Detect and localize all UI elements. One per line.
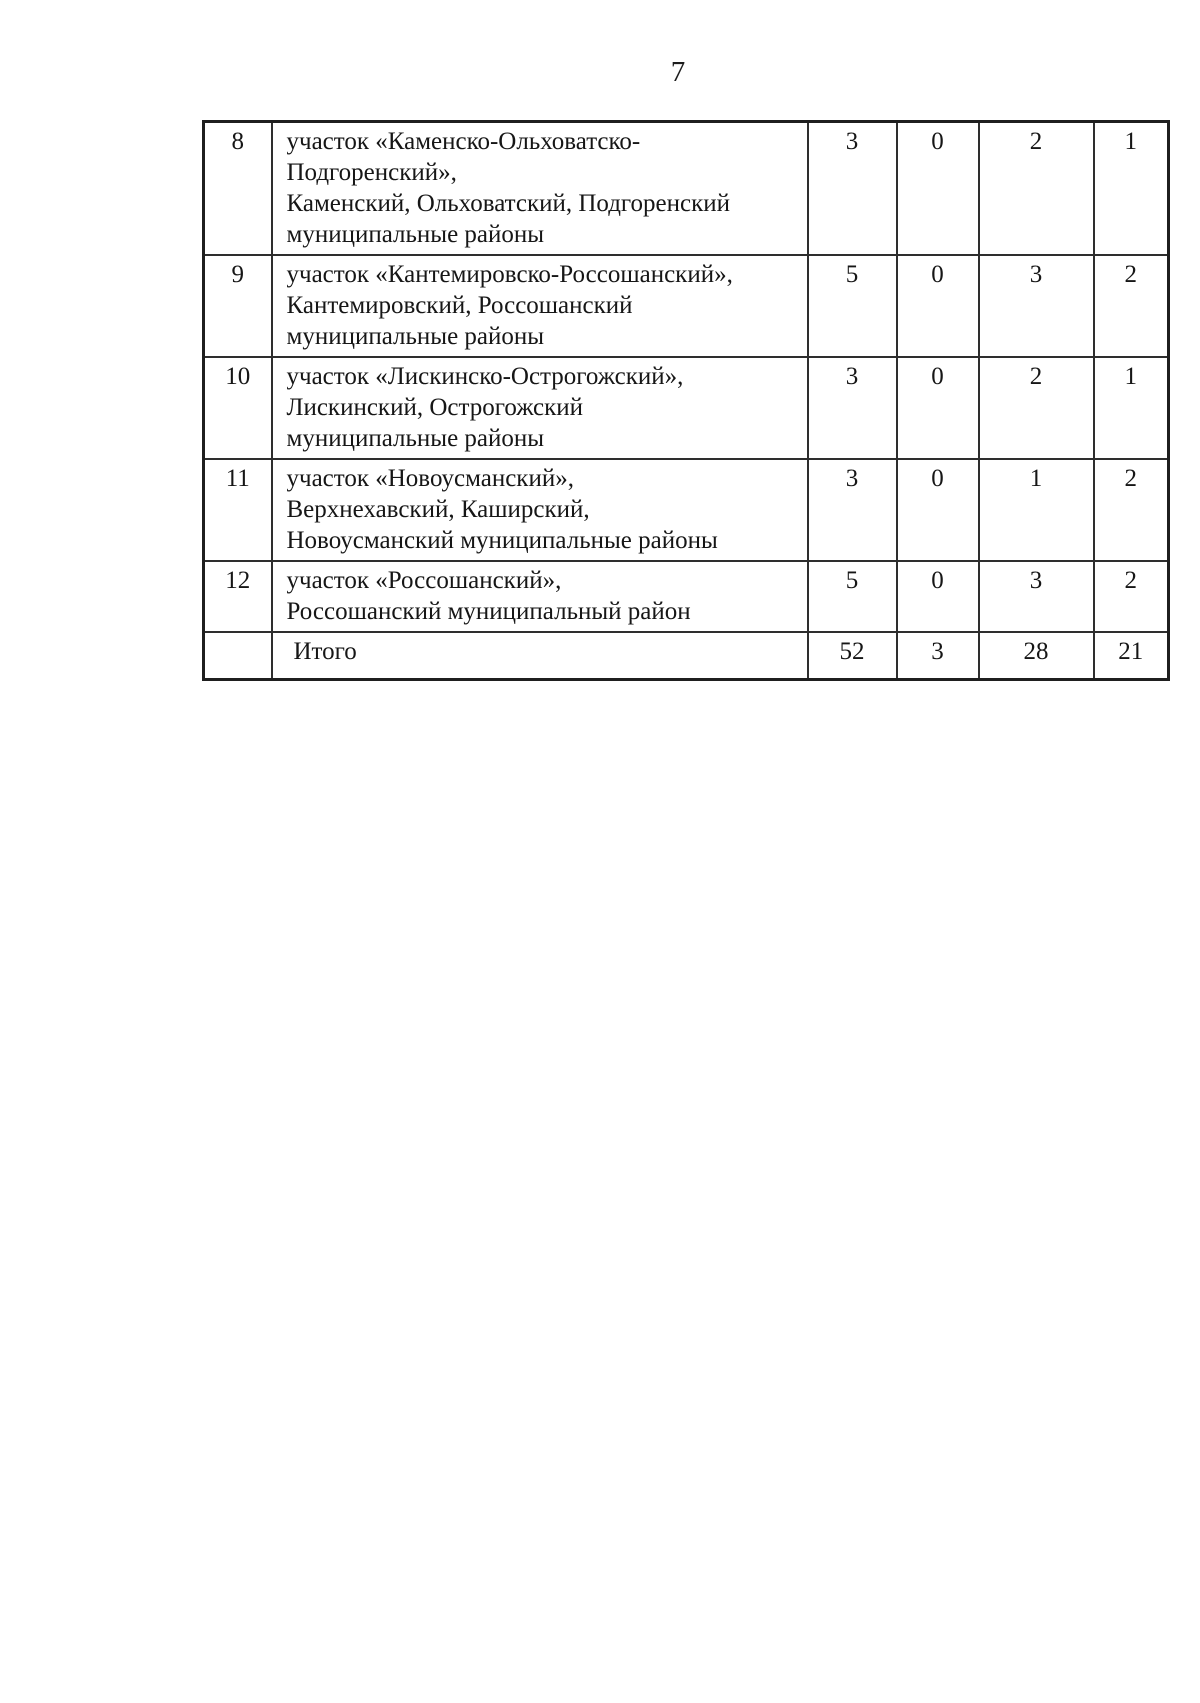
value-cell: 0 — [897, 255, 979, 357]
district-description-line: участок «Россошанский», — [286, 567, 562, 594]
total-row — [204, 632, 1169, 680]
table-row — [204, 122, 1169, 256]
district-description-line: участок «Каменско-Ольховатско- — [286, 128, 641, 155]
table-row — [204, 459, 1169, 561]
district-description-line: Россошанский муниципальный район — [286, 598, 691, 625]
row-number-cell: 12 — [204, 561, 272, 632]
value-cell: 0 — [897, 122, 979, 256]
value-cell: 0 — [897, 459, 979, 561]
row-number-cell: 9 — [204, 255, 272, 357]
value-cell: 3 — [808, 459, 897, 561]
value-cell: 1 — [979, 459, 1094, 561]
total-empty-cell — [204, 632, 272, 680]
total-value-cell: 52 — [808, 632, 897, 680]
district-description-line: Лискинский, Острогожский — [286, 394, 584, 421]
value-cell: 2 — [1094, 459, 1169, 561]
value-cell: 1 — [1094, 122, 1169, 256]
district-description-line: муниципальные районы — [286, 425, 545, 452]
value-cell: 5 — [808, 561, 897, 632]
value-cell: 2 — [979, 122, 1094, 256]
value-cell: 1 — [1094, 357, 1169, 459]
value-cell: 2 — [979, 357, 1094, 459]
value-cell: 3 — [979, 255, 1094, 357]
total-value-cell: 21 — [1094, 632, 1169, 680]
district-description-cell — [272, 357, 808, 459]
page-number: 7 — [670, 56, 686, 88]
district-description-line: участок «Кантемировско-Россошанский», — [286, 261, 733, 288]
row-number-cell: 11 — [204, 459, 272, 561]
row-number-cell: 8 — [204, 122, 272, 256]
district-description-line: Подгоренский», — [286, 159, 457, 186]
table-row — [204, 255, 1169, 357]
district-description-cell — [272, 255, 808, 357]
value-cell: 2 — [1094, 255, 1169, 357]
district-description-cell — [272, 122, 808, 256]
district-description-line: муниципальные районы — [286, 323, 545, 350]
row-number-cell: 10 — [204, 357, 272, 459]
total-label-cell: Итого — [272, 632, 808, 680]
district-description-line: Новоусманский муниципальные районы — [286, 527, 718, 554]
district-description-line: Кантемировский, Россошанский — [286, 292, 633, 319]
value-cell: 3 — [808, 122, 897, 256]
district-description-line: муниципальные районы — [286, 221, 545, 248]
district-description-line: Каменский, Ольховатский, Подгоренский — [286, 190, 731, 217]
value-cell: 3 — [979, 561, 1094, 632]
total-value-cell: 3 — [897, 632, 979, 680]
value-cell: 0 — [897, 561, 979, 632]
value-cell: 3 — [808, 357, 897, 459]
district-description-line: участок «Новоусманский», — [286, 465, 574, 492]
districts-table-body — [204, 122, 1169, 680]
value-cell: 0 — [897, 357, 979, 459]
district-description-cell — [272, 459, 808, 561]
value-cell: 2 — [1094, 561, 1169, 632]
table-row — [204, 357, 1169, 459]
districts-table — [202, 120, 1170, 681]
total-value-cell: 28 — [979, 632, 1094, 680]
value-cell: 5 — [808, 255, 897, 357]
district-description-line: Верхнехавский, Каширский, — [286, 496, 590, 523]
district-description-cell — [272, 561, 808, 632]
district-description-line: участок «Лискинско-Острогожский», — [286, 363, 684, 390]
table-row — [204, 561, 1169, 632]
